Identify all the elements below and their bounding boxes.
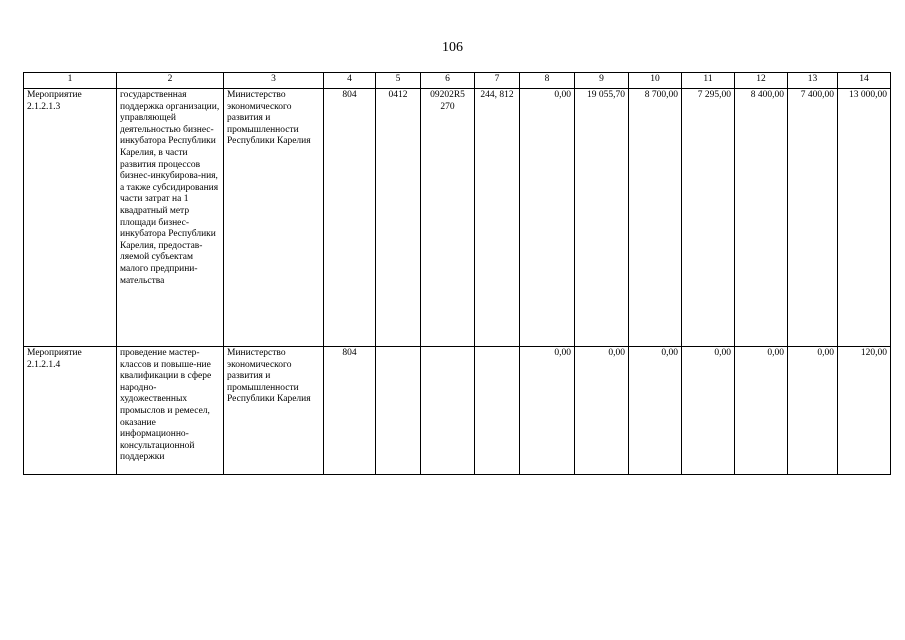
code-cell — [421, 347, 475, 475]
code-cell: 0412 — [376, 89, 421, 347]
measure-cell: Мероприятие 2.1.2.1.3 — [24, 89, 117, 347]
description-cell: проведение мастер-классов и повыше-ние квалификации в сфере народно-художественных промыслов и ремесел, оказание информационно-консультационной поддержки — [117, 347, 224, 475]
column-header: 5 — [376, 73, 421, 89]
amount-cell: 13 000,00 — [838, 89, 891, 347]
amount-cell: 7 295,00 — [682, 89, 735, 347]
column-header: 4 — [324, 73, 376, 89]
code-cell — [475, 347, 520, 475]
column-header: 13 — [788, 73, 838, 89]
amount-cell: 0,00 — [575, 347, 629, 475]
code-cell: 09202R5 270 — [421, 89, 475, 347]
column-header: 14 — [838, 73, 891, 89]
amount-cell: 0,00 — [735, 347, 788, 475]
column-header: 8 — [520, 73, 575, 89]
amount-cell: 8 700,00 — [629, 89, 682, 347]
column-header: 6 — [421, 73, 475, 89]
amount-cell: 0,00 — [520, 347, 575, 475]
column-header: 3 — [224, 73, 324, 89]
amount-cell: 8 400,00 — [735, 89, 788, 347]
table-row — [24, 347, 891, 475]
column-header: 1 — [24, 73, 117, 89]
page-number: 106 — [442, 40, 463, 55]
column-header: 12 — [735, 73, 788, 89]
code-cell: 804 — [324, 347, 376, 475]
amount-cell: 7 400,00 — [788, 89, 838, 347]
code-cell — [376, 347, 421, 475]
amount-cell: 19 055,70 — [575, 89, 629, 347]
amount-cell: 0,00 — [682, 347, 735, 475]
column-header: 10 — [629, 73, 682, 89]
amount-cell: 0,00 — [788, 347, 838, 475]
amount-cell: 0,00 — [520, 89, 575, 347]
column-header: 11 — [682, 73, 735, 89]
amount-cell: 0,00 — [629, 347, 682, 475]
column-header: 2 — [117, 73, 224, 89]
column-header: 7 — [475, 73, 520, 89]
measure-cell: Мероприятие 2.1.2.1.4 — [24, 347, 117, 475]
executor-cell: Министерство экономического развития и промышленности Республики Карелия — [224, 347, 324, 475]
description-cell: государственная поддержка организации, управляющей деятельностью бизнес-инкубатора Республики Карелия, в части развития процессов бизнес-инкубирова-ния, а также субсидирования части затрат на 1 квадратный метр площади бизнес-инкубатора Республики Карелия, предостав-ляемой субъектам малого предприни-мательства — [117, 89, 224, 347]
header-row — [24, 73, 891, 89]
amount-cell: 120,00 — [838, 347, 891, 475]
budget-table — [23, 72, 891, 475]
executor-cell: Министерство экономического развития и промышленности Республики Карелия — [224, 89, 324, 347]
column-header: 9 — [575, 73, 629, 89]
table-row — [24, 89, 891, 347]
code-cell: 244, 812 — [475, 89, 520, 347]
code-cell: 804 — [324, 89, 376, 347]
